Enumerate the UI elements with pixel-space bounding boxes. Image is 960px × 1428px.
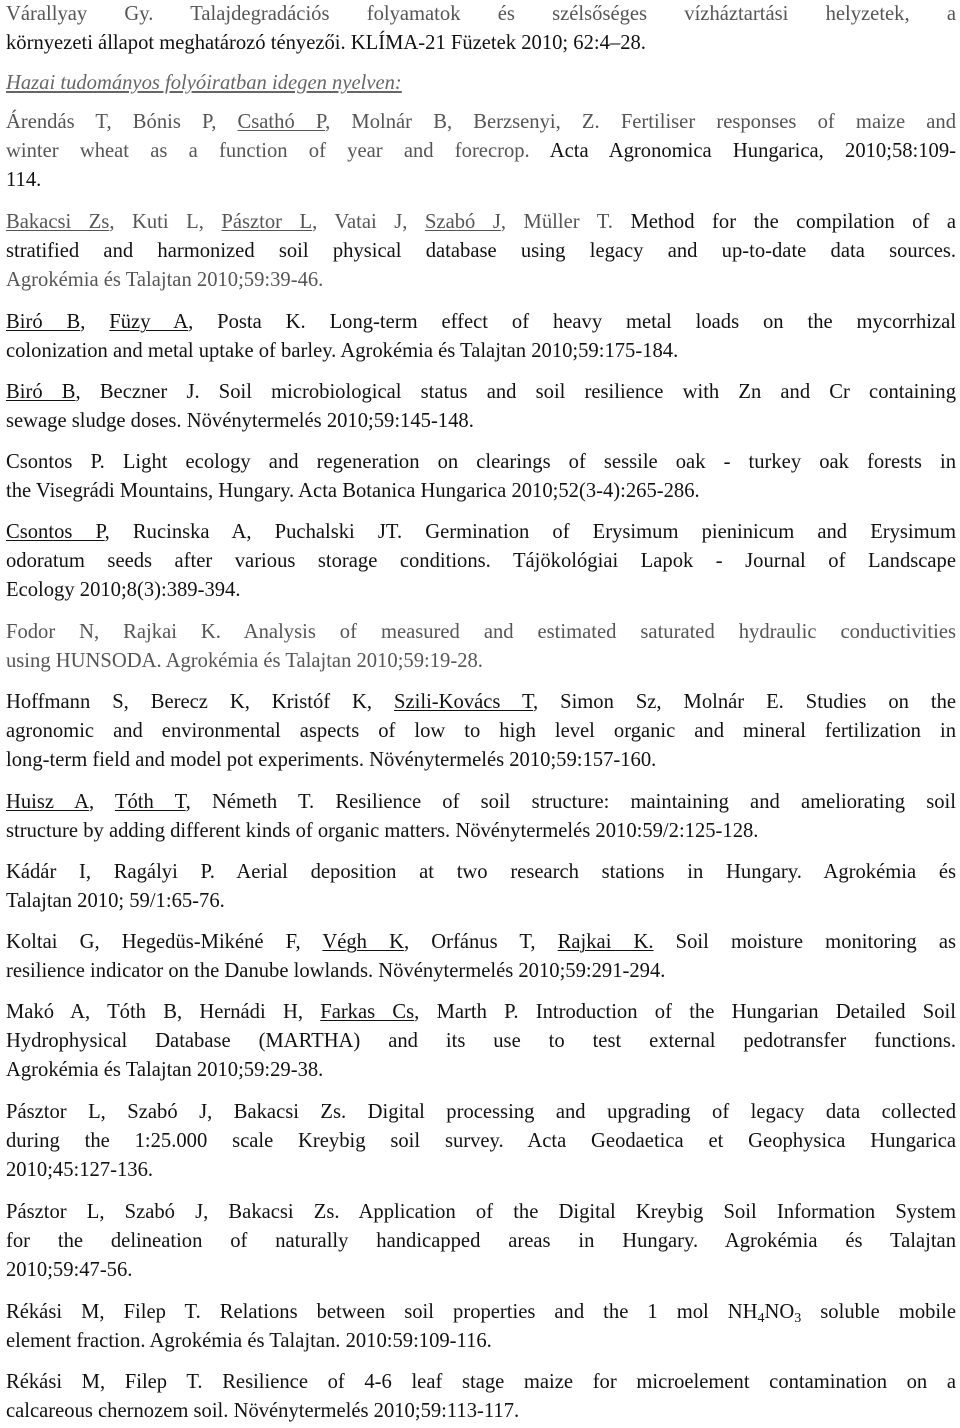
section-heading <box>6 69 956 98</box>
reference-entry <box>6 378 956 436</box>
reference-line <box>6 717 956 746</box>
text-run: Fodor N, Rajkai K. Analysis of measured and estimated saturated hydraulic conductivities <box>6 621 956 643</box>
text-run: Kádár I, Ragályi P. Aerial deposition at two research stations in Hungary. Agrokémia és <box>6 861 956 883</box>
reference-line <box>6 1198 956 1227</box>
underlined-author: Pásztor L <box>221 211 313 233</box>
text-run: soluble mobile <box>801 1301 957 1323</box>
reference-line <box>6 618 956 647</box>
reference-line <box>6 887 956 916</box>
text-run: , <box>80 311 110 333</box>
text-run: , Posta K. Long-term effect of heavy metal loads on the mycorrhizal <box>188 311 957 333</box>
reference-entry <box>6 858 956 916</box>
underlined-author: Bakacsi Zs <box>6 211 110 233</box>
section-heading-text: Hazai tudományos folyóiratban idegen nyelven: <box>6 72 402 94</box>
text-run: structure by adding different kinds of organic matters. Növénytermelés 2010:59/2:125-128. <box>6 820 759 842</box>
reference-line <box>6 1227 956 1256</box>
underlined-author: Biró B <box>6 381 76 403</box>
reference-entry <box>6 1198 956 1285</box>
reference-line <box>6 1056 956 1085</box>
reference-line <box>6 1327 956 1356</box>
text-run: , Molnár B, Berzsenyi, Z. Fertiliser responses of maize and <box>325 111 956 133</box>
text-run: Csontos P. Light ecology and regeneration on clearings of sessile oak - turkey oak forests in <box>6 451 956 473</box>
text-run: Rékási M, Filep T. Resilience of 4-6 leaf stage maize for microelement contamination on a <box>6 1371 956 1393</box>
underlined-author: Tóth T <box>114 791 186 813</box>
text-run: , Orfánus T, <box>403 931 558 953</box>
reference-line <box>6 858 956 887</box>
reference-line <box>6 378 956 407</box>
reference-entry <box>6 998 956 1085</box>
text-run: colonization and metal uptake of barley. Agrokémia és Talajtan 2010;59:175-184. <box>6 340 679 362</box>
reference-line <box>6 928 956 957</box>
underlined-author: Csontos P <box>6 521 105 543</box>
reference-entry <box>6 208 956 295</box>
text-run: Soil moisture monitoring as <box>653 931 956 953</box>
reference-entry <box>6 788 956 846</box>
text-run: , Müller T. <box>500 211 631 233</box>
underlined-author: Rajkai K. <box>557 931 654 953</box>
underlined-author: Végh K <box>322 931 404 953</box>
text-run: Hydrophysical Database (MARTHA) and its use to test external pedotransfer functions. <box>6 1030 956 1052</box>
reference-line <box>6 237 956 266</box>
reference-line <box>6 1368 956 1397</box>
text-run: Method for the compilation of a <box>630 211 956 233</box>
text-run: element fraction. Agrokémia és Talajtan. 2010:59:109-116. <box>6 1330 492 1352</box>
reference-line <box>6 1256 956 1285</box>
reference-line <box>6 0 956 29</box>
text-run: sewage sludge doses. Növénytermelés 2010;59:145-148. <box>6 410 474 432</box>
text-run: long-term field and model pot experiments. Növénytermelés 2010;59:157-160. <box>6 749 657 771</box>
reference-line <box>6 477 956 506</box>
text-run: , Rucinska A, Puchalski JT. Germination of Erysimum pieninicum and Erysimum <box>104 521 956 543</box>
text-run: Rékási M, Filep T. Relations between soil properties and the 1 mol NH <box>6 1301 758 1323</box>
reference-entry <box>6 448 956 506</box>
text-run: Talajtan 2010; 59/1:65-76. <box>6 890 225 912</box>
underlined-author: Csathó P <box>237 111 326 133</box>
underlined-author: Szili-Kovács T <box>394 691 534 713</box>
text-run: 114. <box>6 169 42 191</box>
text-run: , Simon Sz, Molnár E. Studies on the <box>533 691 957 713</box>
text-run: Pásztor L, Szabó J, Bakacsi Zs. Digital processing and upgrading of legacy data collected <box>6 1101 956 1123</box>
subscript: 3 <box>794 1311 802 1326</box>
reference-line <box>6 998 956 1027</box>
reference-entry <box>6 1298 956 1356</box>
text-run: , Beczner J. Soil microbiological status and soil resilience with Zn and Cr containing <box>75 381 956 403</box>
text-run: Ecology 2010;8(3):389-394. <box>6 579 241 601</box>
text-run: odoratum seeds after various storage conditions. Tájökológiai Lapok - Journal of Landscape <box>6 550 956 572</box>
reference-line <box>6 576 956 605</box>
text-run: , Vatai J, <box>312 211 425 233</box>
reference-line <box>6 518 956 547</box>
reference-line <box>6 547 956 576</box>
reference-line <box>6 407 956 436</box>
reference-line <box>6 817 956 846</box>
reference-line <box>6 1027 956 1056</box>
reference-entry <box>6 108 956 195</box>
reference-line <box>6 337 956 366</box>
text-run: környezeti állapot meghatározó tényezői. KLÍMA-21 Füzetek 2010; 62:4–28. <box>6 32 646 54</box>
text-run: , Marth P. Introduction of the Hungarian Detailed Soil <box>414 1001 956 1023</box>
text-run: stratified and harmonized soil physical database using legacy and up-to-date data sources. <box>6 240 956 262</box>
text-run: Agrokémia és Talajtan 2010;59:39-46. <box>6 269 324 291</box>
reference-line <box>6 1127 956 1156</box>
text-run: , <box>88 791 115 813</box>
reference-line <box>6 166 956 195</box>
text-run: winter wheat as a function of year and forecrop. <box>6 140 550 162</box>
reference-line <box>6 1156 956 1185</box>
reference-line <box>6 957 956 986</box>
text-run: Várallyay Gy. Talajdegradációs folyamatok és szélsőséges vízháztartási helyzetek, a <box>6 3 956 25</box>
text-run: during the 1:25.000 scale Kreybig soil survey. Acta Geodaetica et Geophysica Hungarica <box>6 1130 956 1152</box>
reference-line <box>6 137 956 166</box>
reference-line <box>6 29 956 58</box>
underlined-author: Szabó J <box>424 211 501 233</box>
underlined-author: Huisz A <box>6 791 89 813</box>
text-run: Acta Agronomica Hungarica, 2010;58:109- <box>549 140 957 162</box>
reference-entry <box>6 688 956 775</box>
text-run: calcareous chernozem soil. Növénytermelés 2010;59:113-117. <box>6 1400 520 1422</box>
text-run: Agrokémia és Talajtan 2010;59:29-38. <box>6 1059 324 1081</box>
reference-line <box>6 788 956 817</box>
text-run: Árendás T, Bónis P, <box>6 111 238 133</box>
reference-entry <box>6 618 956 676</box>
text-run: resilience indicator on the Danube lowlands. Növénytermelés 2010;59:291-294. <box>6 960 666 982</box>
reference-line <box>6 1098 956 1127</box>
underlined-author: Biró B <box>6 311 81 333</box>
reference-line <box>6 647 956 676</box>
subscript: 4 <box>757 1311 765 1326</box>
reference-line <box>6 448 956 477</box>
underlined-author: Farkas Cs <box>320 1001 415 1023</box>
text-run: agronomic and environmental aspects of low to high level organic and mineral fertilization in <box>6 720 956 742</box>
underlined-author: Füzy A <box>109 311 189 333</box>
text-run: Makó A, Tóth B, Hernádi H, <box>6 1001 321 1023</box>
text-run: 2010;45:127-136. <box>6 1159 154 1181</box>
text-run: using HUNSODA. Agrokémia és Talajtan 2010;59:19-28. <box>6 650 483 672</box>
text-run: , Kuti L, <box>109 211 222 233</box>
reference-line <box>6 208 956 237</box>
text-run: Pásztor L, Szabó J, Bakacsi Zs. Application of the Digital Kreybig Soil Information System <box>6 1201 956 1223</box>
text-run: the Visegrádi Mountains, Hungary. Acta Botanica Hungarica 2010;52(3-4):265-286. <box>6 480 700 502</box>
text-run: 2010;59:47-56. <box>6 1259 133 1281</box>
reference-line <box>6 266 956 295</box>
reference-entry <box>6 1098 956 1185</box>
text-run: Hoffmann S, Berecz K, Kristóf K, <box>6 691 395 713</box>
reference-entry <box>6 308 956 366</box>
reference-line <box>6 688 956 717</box>
reference-line <box>6 108 956 137</box>
reference-line <box>6 746 956 775</box>
text-run: Koltai G, Hegedüs-Mikéné F, <box>6 931 323 953</box>
reference-line <box>6 308 956 337</box>
reference-entry <box>6 1368 956 1426</box>
reference-entry <box>6 518 956 605</box>
reference-line <box>6 69 956 98</box>
reference-line <box>6 1397 956 1426</box>
text-run: , Németh T. Resilience of soil structure: maintaining and ameliorating soil <box>185 791 956 813</box>
text-run: for the delineation of naturally handicapped areas in Hungary. Agrokémia és Talajtan <box>6 1230 956 1252</box>
text-run: NO <box>764 1301 795 1323</box>
reference-line <box>6 1298 956 1327</box>
reference-entry <box>6 928 956 986</box>
reference-entry <box>6 0 956 58</box>
